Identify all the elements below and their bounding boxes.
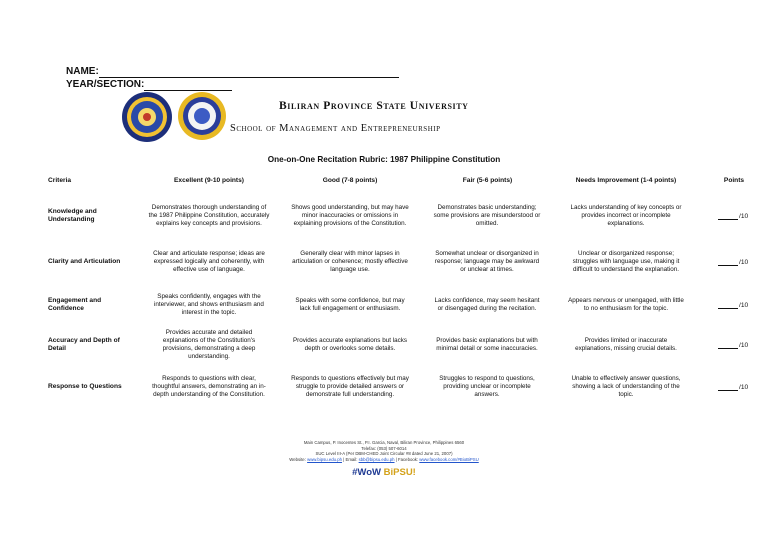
good-cell: Provides accurate explanations but lacks depth or overlooks some details.: [292, 336, 408, 352]
university-name: Biliran Province State University: [279, 100, 469, 112]
footer-address: Main Campus, P. Inocentes St., P.I. Garcia, Naval, Biliran Province, Philippines 6560: [303, 440, 465, 445]
footer-level: SUC Level III-A (Per DBM-CHED Joint Circular #8 dated June 21, 2007): [315, 451, 453, 456]
good-cell: Shows good understanding, but may have minor inaccuracies or omissions in explaining provisions of the Constitution.: [291, 203, 409, 228]
fair-cell: Somewhat unclear or disorganized in response; language may be awkward or unclear at times.: [434, 249, 540, 274]
points-cell[interactable]: [718, 366, 764, 408]
needs-cell: Unable to effectively answer questions, showing a lack of understanding of the topic.: [571, 374, 681, 399]
criteria-cell: Clarity and Articulation: [48, 257, 121, 265]
fair-cell: Struggles to respond to questions, providing unclear or incomplete answers.: [439, 374, 535, 399]
points-cell[interactable]: [718, 196, 764, 236]
points-max: /10: [739, 383, 749, 391]
footer-telefax: Telefax: (053) 507-6014: [361, 445, 407, 451]
points-cell[interactable]: [718, 326, 764, 364]
points-cell[interactable]: [718, 288, 764, 322]
needs-cell: Lacks understanding of key concepts or provides incorrect or incomplete explanations.: [570, 203, 682, 228]
excellent-cell: Demonstrates thorough understanding of the 1987 Philippine Constitution, accurately explains key concepts and provisions.: [148, 203, 270, 228]
excellent-cell: Responds to questions with clear, thoughtful answers, demonstrating an in-depth understanding of the Constitution.: [152, 374, 266, 399]
needs-cell: Unclear or disorganized response; struggles with language use, making it difficult to understand the explanation.: [572, 249, 680, 274]
col-needs-improvement: Needs Improvement (1-4 points): [575, 177, 677, 184]
good-cell: Generally clear with minor lapses in articulation or coherence; mostly effective language use.: [292, 249, 408, 274]
website-label: Website:: [289, 456, 308, 462]
excellent-cell: Clear and articulate response; ideas are expressed logically and coherently, with effective use of language.: [153, 249, 265, 274]
needs-cell: Provides limited or inaccurate explanations, missing crucial details.: [575, 336, 677, 352]
facebook-label: | Facebook:: [394, 456, 420, 462]
col-fair: Fair (5-6 points): [462, 177, 513, 184]
facebook-link[interactable]: www.facebook.com/#BioBiPSU: [419, 456, 479, 462]
col-criteria: Criteria: [48, 177, 72, 184]
good-cell: Responds to questions effectively but may struggle to provide detailed answers or demonstrate full understanding.: [291, 374, 409, 399]
points-blank[interactable]: [718, 259, 738, 266]
fair-cell: Lacks confidence, may seem hesitant or disengaged during the recitation.: [434, 296, 540, 312]
school-name: School of Management and Entrepreneurship: [230, 123, 441, 134]
email-link[interactable]: sbb@bipsu.edu.ph: [358, 456, 395, 462]
footer-contacts: [0, 457, 768, 463]
fair-cell: Demonstrates basic understanding; some provisions are misunderstood or omitted.: [433, 203, 541, 228]
bipsu-seal-icon: [121, 91, 173, 143]
points-cell[interactable]: [718, 240, 764, 284]
tagline-wow: #WoW: [352, 467, 384, 478]
criteria-cell: Knowledge and Understanding: [48, 207, 97, 223]
points-blank[interactable]: [718, 384, 738, 391]
criteria-cell: Engagement and Confidence: [48, 296, 102, 312]
fair-cell: Provides basic explanations but with minimal detail or some inaccuracies.: [436, 336, 538, 352]
points-blank[interactable]: [718, 342, 738, 349]
criteria-cell: Accuracy and Depth of Detail: [48, 336, 120, 352]
website-link[interactable]: www.bipsu.edu.ph: [307, 456, 342, 462]
tagline-bipsu: BiPSU!: [383, 467, 416, 478]
excellent-cell: Provides accurate and detailed explanations of the Constitution's provisions, demonstrating a deep understanding.: [162, 328, 256, 361]
col-points: Points: [723, 177, 745, 184]
points-max: /10: [739, 212, 749, 220]
points-blank[interactable]: [718, 302, 738, 309]
wow-bipsu-tagline: [0, 467, 768, 478]
col-good: Good (7-8 points): [322, 177, 378, 184]
criteria-cell: Response to Questions: [48, 382, 122, 390]
school-seal-icon: [177, 91, 227, 141]
points-max: /10: [739, 301, 749, 309]
email-label: | Email:: [341, 456, 359, 462]
year-section-label: YEAR/SECTION:: [66, 79, 145, 90]
points-blank[interactable]: [718, 213, 738, 220]
points-max: /10: [739, 258, 749, 266]
name-line: [99, 77, 399, 78]
good-cell: Speaks with some confidence, but may lack full engagement or enthusiasm.: [295, 296, 405, 312]
needs-cell: Appears nervous or unengaged, with little to no enthusiasm for the topic.: [568, 296, 684, 312]
excellent-cell: Speaks confidently, engages with the interviewer, and shows enthusiasm and interest in the topic.: [154, 292, 264, 317]
name-label: NAME:: [66, 66, 99, 77]
col-excellent: Excellent (9-10 points): [174, 177, 244, 184]
points-max: /10: [739, 341, 749, 349]
rubric-title: One-on-One Recitation Rubric: 1987 Philippine Constitution: [267, 155, 501, 164]
